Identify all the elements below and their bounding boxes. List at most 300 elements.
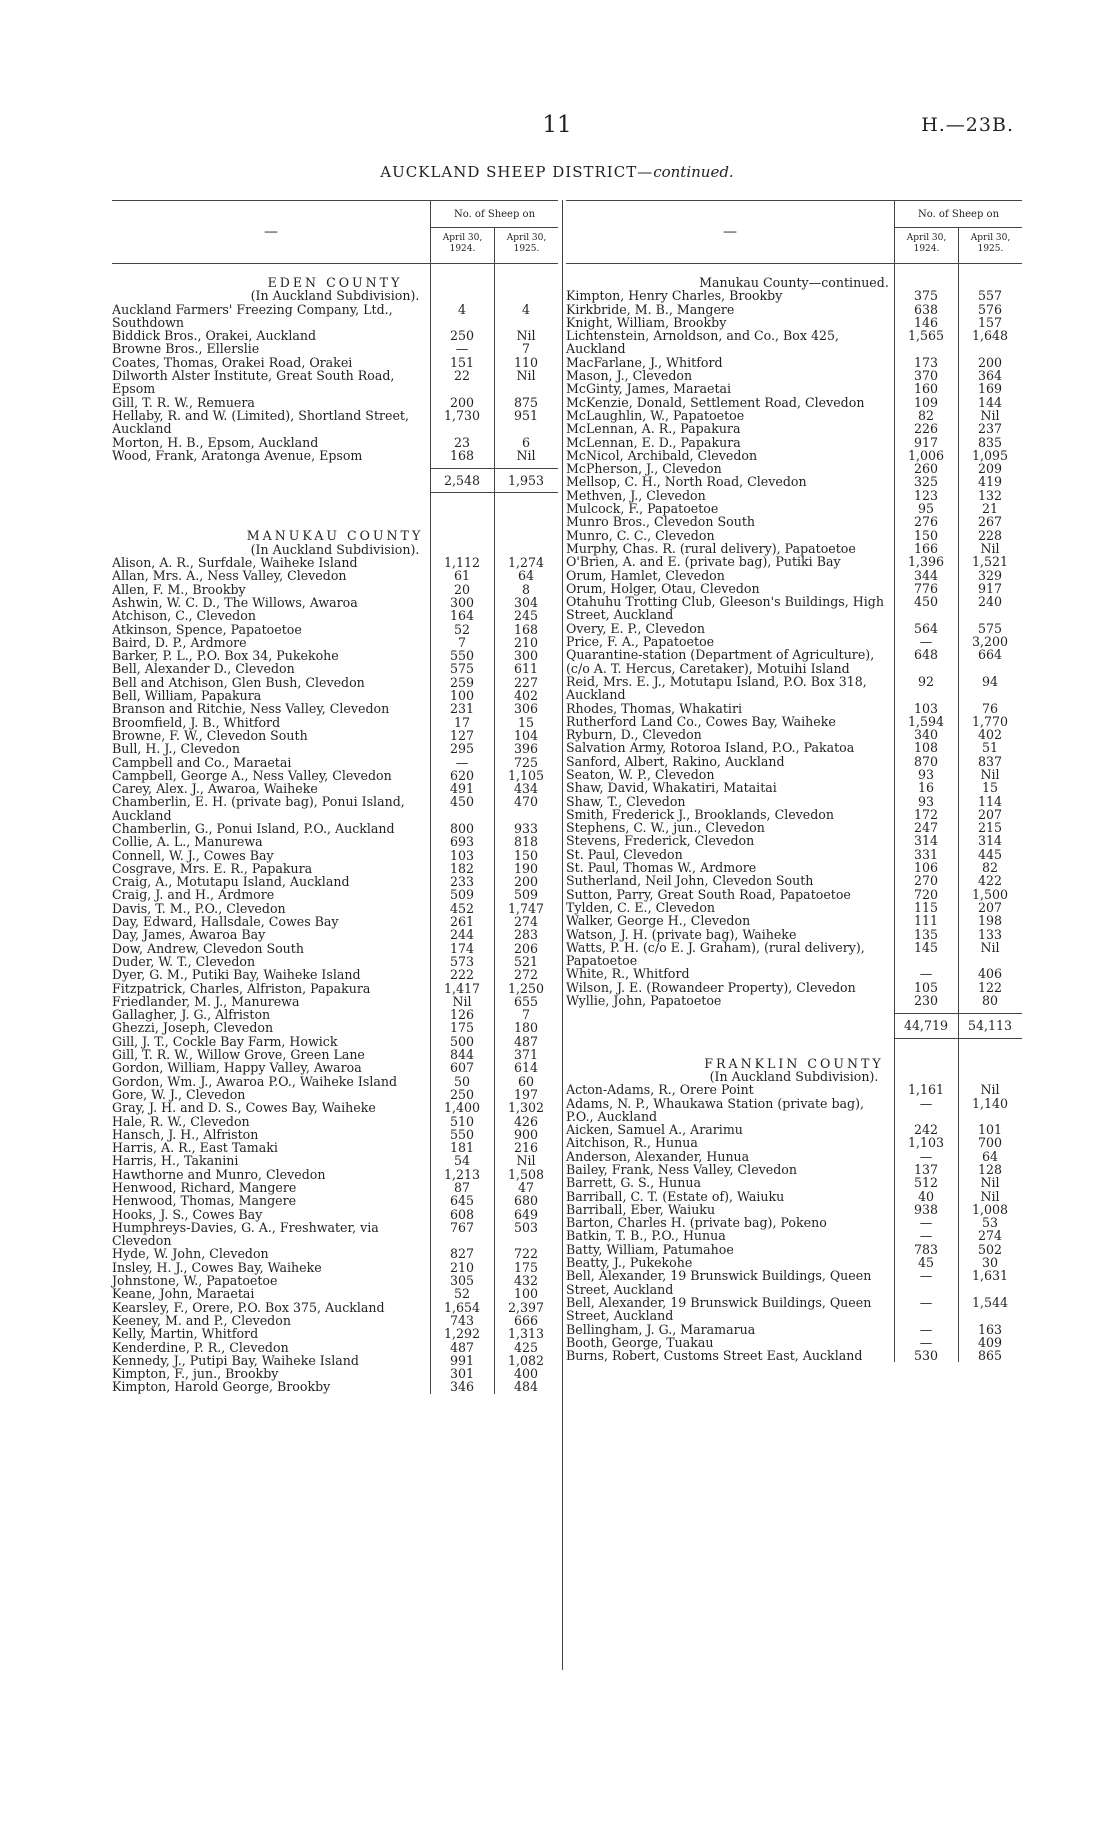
table-row [566, 967, 1022, 980]
sheep-1925: 21 [981, 501, 999, 517]
sheep-1925: 80 [981, 993, 999, 1009]
holder-name: Kimpton, F., jun., Brookby [112, 1366, 279, 1382]
sheep-1925: 82 [981, 860, 999, 876]
sheep-1925: 168 [513, 621, 539, 637]
holder-name: Barker, P. L., P.O. Box 34, Pukekohe [112, 648, 339, 664]
table-row [566, 542, 1022, 555]
sheep-1925: 432 [513, 1273, 539, 1289]
sheep-1924: 487 [449, 1339, 475, 1355]
table-row [566, 529, 1022, 542]
holder-name: Tylden, C. E., Clevedon [566, 899, 716, 915]
sheep-1925: 30 [981, 1255, 999, 1271]
table-row [112, 782, 558, 795]
sheep-1924: — [919, 1228, 933, 1244]
holder-name: Gore, W. J., Clevedon [112, 1086, 246, 1102]
holder-name: Aicken, Samuel A., Ararimu [566, 1122, 743, 1138]
header-dash: — [264, 224, 278, 240]
table-row [566, 316, 1022, 329]
sheep-1924: 7 [457, 634, 466, 650]
table-row [112, 1354, 558, 1367]
holder-name: Collie, A. L., Manurewa [112, 834, 263, 850]
holder-name: Henwood, Richard, Mangere [112, 1180, 297, 1195]
table-row [566, 1190, 1022, 1203]
total-row [566, 1013, 1022, 1038]
table-header [112, 200, 558, 264]
sheep-1925: 144 [977, 394, 1003, 410]
table-row [112, 1181, 558, 1194]
holder-name: McGinty, James, Maraetai [566, 381, 732, 397]
table-row [566, 1349, 1022, 1362]
sheep-1924: 344 [913, 567, 939, 583]
right-table-body [566, 264, 1022, 1362]
holder-name: Campbell and Co., Maraetai [112, 754, 292, 770]
sheep-1924: 52 [453, 1286, 471, 1302]
holder-name: Alison, A. R., Surfdale, Waiheke Island [112, 555, 358, 571]
sheep-1924: 1,161 [907, 1082, 945, 1098]
holder-name: Hawthorne and Munro, Clevedon [112, 1166, 326, 1182]
sheep-1925: 150 [513, 847, 539, 863]
sheep-1925: 425 [513, 1339, 539, 1355]
sheep-1924: 573 [449, 953, 475, 969]
holder-name: Sutton, Parry, Great South Road, Papatoetoe [566, 886, 851, 902]
eden-rows [112, 303, 558, 463]
sheep-1925: 725 [513, 754, 539, 770]
header-year-1925: April 30, 1925. [494, 228, 558, 263]
holder-name: Watts, P. H. (c/o E. J. Graham), (rural delivery), Papatoetoe [566, 939, 865, 969]
table-row [112, 1021, 558, 1034]
holder-name: Atkinson, Spence, Papatoetoe [112, 621, 302, 637]
title-continued: continued. [653, 163, 734, 181]
table-row [566, 728, 1022, 741]
holder-name: Baird, D. P., Ardmore [112, 634, 247, 650]
table-row [566, 768, 1022, 781]
holder-name: Orum, Holger, Otau, Clevedon [566, 580, 760, 596]
table-row [566, 702, 1022, 715]
table-row [566, 1256, 1022, 1269]
sheep-1924: 172 [913, 806, 939, 822]
sheep-1924: Nil [452, 993, 472, 1009]
table-row [112, 596, 558, 609]
page-number: 11 [542, 112, 572, 138]
table-row [112, 849, 558, 862]
table-row [566, 715, 1022, 728]
sheep-1925: 400 [513, 1366, 539, 1382]
sheep-1925: 611 [513, 661, 539, 677]
sheep-1924: 166 [913, 540, 939, 556]
total-1925: 1,953 [494, 468, 558, 493]
sheep-1924: 92 [917, 673, 935, 689]
sheep-1924: 93 [917, 766, 935, 782]
sheep-1925: 951 [513, 407, 539, 423]
table-row [112, 702, 558, 715]
sheep-1924: — [919, 634, 933, 650]
holder-name: Acton-Adams, R., Orere Point [566, 1082, 754, 1098]
holder-name: Methven, J., Clevedon [566, 487, 706, 503]
table-row [566, 1269, 1022, 1296]
sheep-1925: 7 [521, 1007, 530, 1023]
holder-name: Walker, George H., Clevedon [566, 913, 751, 929]
sheep-1925: 1,008 [971, 1201, 1009, 1217]
sheep-1925: Nil [980, 939, 1000, 955]
sheep-1925: 664 [977, 647, 1003, 663]
sheep-1925: 200 [977, 354, 1003, 370]
sheep-1924: 260 [913, 461, 939, 477]
holder-name: Mellsop, C. H., North Road, Clevedon [566, 474, 807, 490]
holder-name: Knight, William, Brookby [566, 314, 727, 330]
sheep-1924: 607 [449, 1060, 475, 1076]
title-main: AUCKLAND SHEEP DISTRICT— [380, 163, 654, 181]
table-row [112, 396, 558, 409]
sheep-1924: 173 [913, 354, 939, 370]
table-row [112, 556, 558, 569]
sheep-1924: 145 [913, 939, 939, 955]
table-row [112, 1341, 558, 1354]
table-row [566, 781, 1022, 794]
sheep-1924: 991 [449, 1352, 475, 1368]
holder-name: Wilson, J. E. (Rowandeer Property), Clevedon [566, 979, 856, 995]
sheep-1924: 82 [917, 407, 935, 423]
sheep-1925: 60 [517, 1073, 535, 1089]
holder-name: Kirkbride, M. B., Mangere [566, 301, 735, 317]
holder-name: McLennan, A. R., Papakura [566, 421, 741, 437]
table-row [112, 583, 558, 596]
table-row [112, 875, 558, 888]
table-row [566, 436, 1022, 449]
table-row [566, 555, 1022, 568]
sheep-1924: 61 [453, 568, 471, 584]
holder-name: Johnstone, W., Papatoetoe [112, 1273, 278, 1289]
sheep-1925: 4 [521, 301, 530, 317]
sheep-1924: 244 [449, 927, 475, 943]
holder-name: Henwood, Thomas, Mangere [112, 1193, 297, 1209]
sheep-1924: 150 [913, 527, 939, 543]
sheep-1925: 122 [977, 979, 1003, 995]
sheep-1924: 1,730 [443, 407, 481, 423]
sheep-count-header [894, 201, 1022, 263]
holder-name: Morton, H. B., Epsom, Auckland [112, 434, 319, 450]
table-row [112, 1327, 558, 1340]
sheep-1924: 270 [913, 873, 939, 889]
sheep-1925: 64 [517, 568, 535, 584]
table-row [566, 409, 1022, 422]
holder-name: Sanford, Albert, Rakino, Auckland [566, 753, 785, 769]
holder-name: Gray, J. H. and D. S., Cowes Bay, Waiheke [112, 1100, 376, 1116]
sheep-1924: 226 [913, 421, 939, 437]
table-row [566, 1229, 1022, 1242]
sheep-1925: 1,250 [507, 980, 545, 996]
holder-name: Ryburn, D., Clevedon [566, 727, 702, 743]
table-row [566, 289, 1022, 302]
table-row [112, 1048, 558, 1061]
sheep-1925: 649 [513, 1206, 539, 1222]
sheep-1925: 409 [977, 1334, 1003, 1350]
holder-name: Reid, Mrs. E. J., Motutapu Island, P.O. Box 318, Auckland [566, 673, 867, 703]
sheep-1925: 484 [513, 1379, 539, 1395]
table-row [566, 502, 1022, 515]
header-year-1924: April 30, 1924. [906, 233, 947, 254]
sheep-1925: Nil [980, 1188, 1000, 1204]
holder-name: Murphy, Chas. R. (rural delivery), Papatoetoe [566, 540, 856, 556]
table-row [112, 756, 558, 769]
holder-name: Booth, George, Tuakau [566, 1334, 714, 1350]
table-row [566, 1176, 1022, 1189]
table-row [112, 689, 558, 702]
sheep-1925: 402 [977, 727, 1003, 743]
sheep-1925: 371 [513, 1047, 539, 1063]
sheep-1924: 1,103 [907, 1135, 945, 1151]
holder-name: Browne Bros., Ellerslie [112, 341, 260, 357]
sheep-1924: 550 [449, 648, 475, 664]
sheep-1924: 164 [449, 608, 475, 624]
holder-name: Kimpton, Harold George, Brookby [112, 1379, 331, 1395]
sheep-1924: 210 [449, 1259, 475, 1275]
sheep-1925: 917 [977, 580, 1003, 596]
section-subheading: (In Auckland Subdivision). [250, 288, 420, 304]
table-row [566, 489, 1022, 502]
table-row [112, 609, 558, 622]
table-row [566, 1243, 1022, 1256]
sheep-1924: 1,006 [907, 447, 945, 463]
sheep-1924: 917 [913, 434, 939, 450]
sheep-1925: 157 [977, 314, 1003, 330]
holder-name: Cosgrave, Mrs. E. R., Papakura [112, 860, 313, 876]
sheep-1924: 40 [917, 1188, 935, 1204]
sheep-1925: 7 [521, 341, 530, 357]
table-row [566, 928, 1022, 941]
sheep-1925: 557 [977, 288, 1003, 304]
holder-name: Rutherford Land Co., Cowes Bay, Waiheke [566, 713, 836, 729]
table-row [112, 862, 558, 875]
holder-name: Bailey, Frank, Ness Valley, Clevedon [566, 1162, 797, 1177]
holder-name: Gill, T. R. W., Remuera [112, 394, 255, 410]
sheep-1924: 510 [449, 1113, 475, 1129]
table-row [112, 369, 558, 396]
table-row [566, 369, 1022, 382]
sheep-1925: 197 [513, 1086, 539, 1102]
table-row [566, 515, 1022, 528]
sheep-1924: 1,396 [907, 554, 945, 570]
sheep-1924: 638 [913, 301, 939, 317]
holder-name: Bull, H. J., Clevedon [112, 741, 240, 757]
holder-name: MacFarlane, J., Whitford [566, 354, 723, 370]
holder-name: Bell and Atchison, Glen Bush, Clevedon [112, 674, 365, 690]
table-row [112, 569, 558, 582]
sheep-1924: 109 [913, 394, 939, 410]
sheep-1924: 325 [913, 474, 939, 490]
sheep-1924: — [919, 1321, 933, 1337]
sheep-1925: 128 [977, 1162, 1003, 1177]
table-row [112, 835, 558, 848]
sheep-1924: 4 [457, 301, 466, 317]
holder-name: Hale, R. W., Clevedon [112, 1113, 250, 1129]
sheep-1925: 15 [517, 714, 535, 730]
left-table-body [112, 264, 558, 1394]
sheep-1924: 783 [913, 1241, 939, 1257]
table-row [112, 1075, 558, 1088]
table-row [112, 1115, 558, 1128]
sheep-1925: 228 [977, 527, 1003, 543]
sheep-1925: 2,397 [507, 1299, 545, 1315]
column-divider [562, 200, 563, 1670]
holder-name: Barrett, G. S., Hunua [566, 1175, 702, 1191]
sheep-1924: 54 [453, 1153, 471, 1169]
sheep-1924: 305 [449, 1273, 475, 1289]
holder-name: Dilworth Alster Institute, Great South Road, Epsom [112, 368, 395, 397]
sheep-1925: 818 [513, 834, 539, 850]
table-row [112, 636, 558, 649]
sheep-1925: 169 [977, 381, 1003, 397]
holder-name: White, R., Whitford [566, 966, 690, 982]
sheep-1924: 870 [913, 753, 939, 769]
sheep-1925: 502 [977, 1241, 1003, 1257]
sheep-1924: 135 [913, 926, 939, 942]
holder-name: Price, F. A., Papatoetoe [566, 634, 715, 650]
table-row [566, 622, 1022, 635]
sheep-1924: 564 [913, 620, 939, 636]
sheep-1925: Nil [980, 407, 1000, 423]
holder-name: Gallagher, J. G., Alfriston [112, 1007, 271, 1023]
sheep-1925: 94 [981, 673, 999, 689]
holder-name: Hyde, W. John, Clevedon [112, 1246, 269, 1262]
sheep-1924: 250 [449, 328, 475, 344]
table-row [566, 1203, 1022, 1216]
table-row [566, 422, 1022, 435]
table-row [112, 449, 558, 462]
holder-name: O'Brien, A. and E. (private bag), Putiki Bay [566, 554, 841, 570]
table-row [566, 755, 1022, 768]
table-row [566, 861, 1022, 874]
sheep-1925: 1,521 [971, 554, 1009, 570]
table-row [112, 928, 558, 941]
section-subheading: (In Auckland Subdivision). [709, 1068, 879, 1084]
sheep-1925: 933 [513, 820, 539, 836]
holder-name: McKenzie, Donald, Settlement Road, Clevedon [566, 394, 865, 410]
sheep-1924: 1,594 [907, 713, 945, 729]
holder-name: Humphreys-Davies, G. A., Freshwater, via Clevedon [112, 1219, 379, 1249]
table-row [112, 1141, 558, 1154]
sheep-1924: — [919, 1334, 933, 1350]
table-row [566, 595, 1022, 622]
header-group: No. of Sheep on [895, 201, 1022, 228]
sheep-1924: 45 [917, 1255, 935, 1271]
table-row [566, 874, 1022, 887]
table-row [112, 409, 558, 436]
table-row [112, 1035, 558, 1048]
sheep-1924: 776 [913, 580, 939, 596]
holder-name: Barton, Charles H. (private bag), Pokeno [566, 1215, 827, 1231]
table-row [112, 662, 558, 675]
table-row [566, 981, 1022, 994]
holder-name: Duder, W. T., Clevedon [112, 953, 256, 969]
header-group: No. of Sheep on [431, 201, 558, 228]
holder-name: Adams, N. P., Whaukawa Station (private bag), P.O., Auckland [566, 1095, 865, 1124]
sheep-1925: 900 [513, 1126, 539, 1142]
sheep-1925: 722 [513, 1246, 539, 1262]
sheep-1925: 509 [513, 887, 539, 903]
sheep-1925: 206 [513, 940, 539, 956]
sheep-1924: 370 [913, 368, 939, 384]
holder-name: McNicol, Archibald, Clevedon [566, 447, 758, 463]
holder-name: Allen, F. M., Brookby [112, 581, 246, 597]
sheep-1924: 160 [913, 381, 939, 397]
sheep-1925: 575 [977, 620, 1003, 636]
holder-name: Salvation Army, Rotoroa Island, P.O., Pakatoa [566, 740, 855, 756]
page-reference: H.—23B. [921, 114, 1014, 136]
holder-name: Day, James, Awaroa Bay [112, 927, 266, 943]
sheep-1925: Nil [980, 1175, 1000, 1191]
sheep-1924: 126 [449, 1007, 475, 1023]
holder-name: Ghezzi, Joseph, Clevedon [112, 1020, 274, 1036]
holder-name: Anderson, Alexander, Hunua [566, 1148, 750, 1164]
holder-name: Barriball, Eber, Waiuku [566, 1201, 716, 1217]
sheep-1925: 364 [977, 368, 1003, 384]
table-row [566, 901, 1022, 914]
holder-name: Smith, Frederick J., Brooklands, Clevedon [566, 806, 835, 822]
sheep-1924: 844 [449, 1047, 475, 1063]
table-row [112, 1194, 558, 1207]
holder-name: Shaw, David, Whakatiri, Mataitai [566, 780, 777, 796]
sheep-1924: 100 [449, 688, 475, 704]
sheep-1925: 283 [513, 927, 539, 943]
table-row [112, 902, 558, 915]
sheep-1925: 215 [977, 820, 1003, 836]
holder-name: Biddick Bros., Orakei, Auckland [112, 328, 317, 344]
sheep-1924: 509 [449, 887, 475, 903]
sheep-1924: 20 [453, 581, 471, 597]
sheep-1925: 503 [513, 1219, 539, 1235]
table-row [566, 475, 1022, 488]
holder-name: Ashwin, W. C. D., The Willows, Awaroa [112, 594, 358, 610]
holder-name: Aitchison, R., Hunua [566, 1135, 698, 1151]
sheep-1924: 450 [913, 594, 939, 610]
holder-name: Kennedy, J., Putipi Bay, Waiheke Island [112, 1352, 359, 1368]
holder-name: Wyllie, John, Papatoetoe [566, 993, 722, 1009]
sheep-1924: 108 [913, 740, 939, 756]
sheep-1924: 105 [913, 979, 939, 995]
table-row [566, 834, 1022, 847]
sheep-1925: 272 [513, 967, 539, 983]
sheep-1925: 1,770 [971, 713, 1009, 729]
sheep-1925: 274 [513, 914, 539, 930]
holder-name: Craig, J. and H., Ardmore [112, 887, 275, 903]
sheep-1925: 329 [977, 567, 1003, 583]
table-row [112, 955, 558, 968]
holder-name: Dyer, G. M., Putiki Bay, Waiheke Island [112, 967, 361, 983]
sheep-1925: 163 [977, 1321, 1003, 1337]
table-row [112, 1101, 558, 1114]
holder-name: Hansch, J. H., Alfriston [112, 1126, 259, 1142]
table-row [566, 635, 1022, 648]
sheep-1925: 207 [977, 899, 1003, 915]
holder-name: Keeney, M. and P., Clevedon [112, 1312, 291, 1328]
sheep-1924: 938 [913, 1201, 939, 1217]
table-row [112, 769, 558, 782]
table-row [566, 848, 1022, 861]
holder-name: Batty, William, Patumahoe [566, 1241, 734, 1257]
sheep-1925: 1,544 [971, 1294, 1009, 1310]
table-row [566, 382, 1022, 395]
sheep-1925: 1,302 [507, 1100, 545, 1116]
total-row [112, 468, 558, 493]
table-row [112, 1367, 558, 1380]
table-row [566, 821, 1022, 834]
sheep-1924: — [919, 1148, 933, 1164]
table-row [566, 1336, 1022, 1349]
holder-name: Friedlander, M. J., Manurewa [112, 993, 300, 1009]
holder-name: Hellaby, R. and W. (Limited), Shortland Street, Auckland [112, 407, 409, 437]
sheep-1925: 180 [513, 1020, 539, 1036]
sheep-1925: 835 [977, 434, 1003, 450]
